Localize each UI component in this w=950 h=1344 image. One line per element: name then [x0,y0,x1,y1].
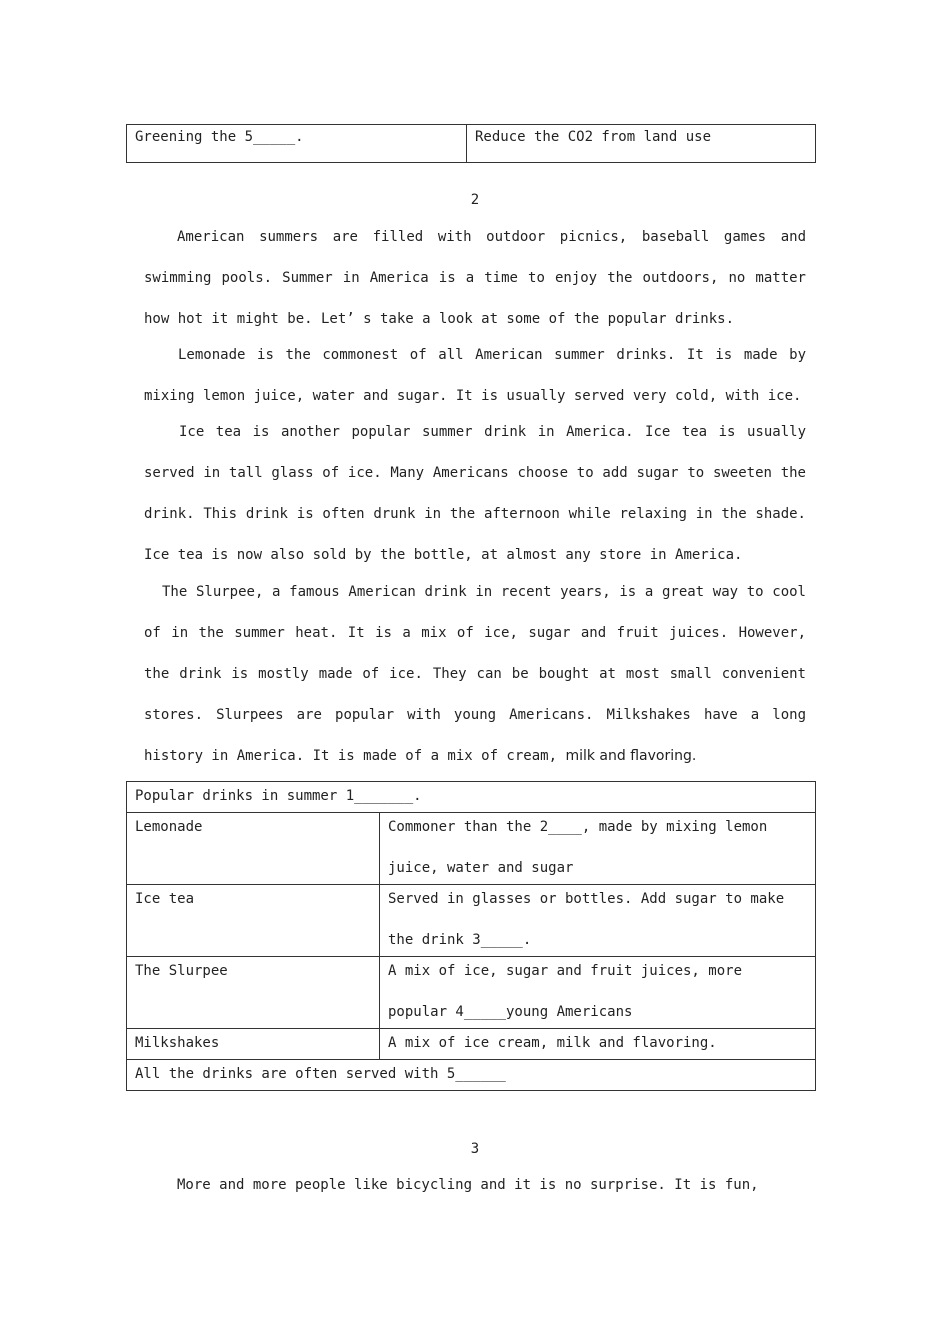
drinks-table-footer: All the drinks are often served with 5______ [127,1060,816,1091]
paragraph-ice-tea: Ice tea is another popular summer drink in America. Ice tea is usually served in tall glass of ice. Many Americans choose to add sugar to sweeten the drink. This drink is often drunk in the afternoon while relaxing in the shade. Ice tea is now also sold by the bottle, at almost any store in America. [144,424,806,563]
table-row [127,957,816,1029]
table-row [127,885,816,957]
drink-description-cell [380,957,816,1029]
drink-name-cell: The Slurpee [127,957,380,1029]
section-number-2: 2 [470,192,480,208]
description-line: popular 4_____young Americans [388,1004,633,1020]
drinks-table-header-row [127,782,816,813]
drink-description-cell [380,813,816,885]
drinks-table-header: Popular drinks in summer 1_______. [127,782,816,813]
description-line: the drink 3_____. [388,932,532,948]
paragraph-slurpee-text: The Slurpee, a famous American drink in recent years, is a great way to cool of in the summer heat. It is a mix of ice, sugar and fruit juices. However, the drink is mostly made of ice. They can be bought at most small convenient stores. Slurpees are popular with young Americans. Milkshakes have a long history in America. It is made of a mix of cream, [144,584,806,764]
drink-name-cell: Ice tea [127,885,380,957]
table-row [127,1029,816,1060]
paragraph-summers: American summers are filled with outdoor picnics, baseball games and swimming pools. Summer in America is a time to enjoy the outdoors, no matter how hot it might be. Let’ s take a look at some of the popular drinks. [144,229,806,327]
description-line: Commoner than the 2____, made by mixing lemon [388,819,768,835]
top-table-right-cell: Reduce the CO2 from land use [467,125,816,163]
drinks-table-footer-row [127,1060,816,1091]
section-number-3: 3 [470,1141,480,1157]
paragraph-bicycling: More and more people like bicycling and it is no surprise. It is fun, [177,1177,759,1193]
description-line: juice, water and sugar [388,860,574,876]
description-line: A mix of ice, sugar and fruit juices, more [388,963,743,979]
top-table [126,124,816,163]
drink-name-cell: Milkshakes [127,1029,380,1060]
paragraph-slurpee-tail: milk and flavoring. [565,748,697,764]
drink-name-cell: Lemonade [127,813,380,885]
table-row [127,813,816,885]
drink-description-cell: A mix of ice cream, milk and flavoring. [380,1029,816,1060]
drinks-table [126,781,816,1091]
paragraph-slurpee [144,572,806,777]
paragraph-lemonade: Lemonade is the commonest of all American summer drinks. It is made by mixing lemon juice, water and sugar. It is usually served very cold, with ice. [144,347,806,404]
top-table-left-cell: Greening the 5_____. [127,125,467,163]
drink-description-cell [380,885,816,957]
description-line: Served in glasses or bottles. Add sugar to make [388,891,785,907]
